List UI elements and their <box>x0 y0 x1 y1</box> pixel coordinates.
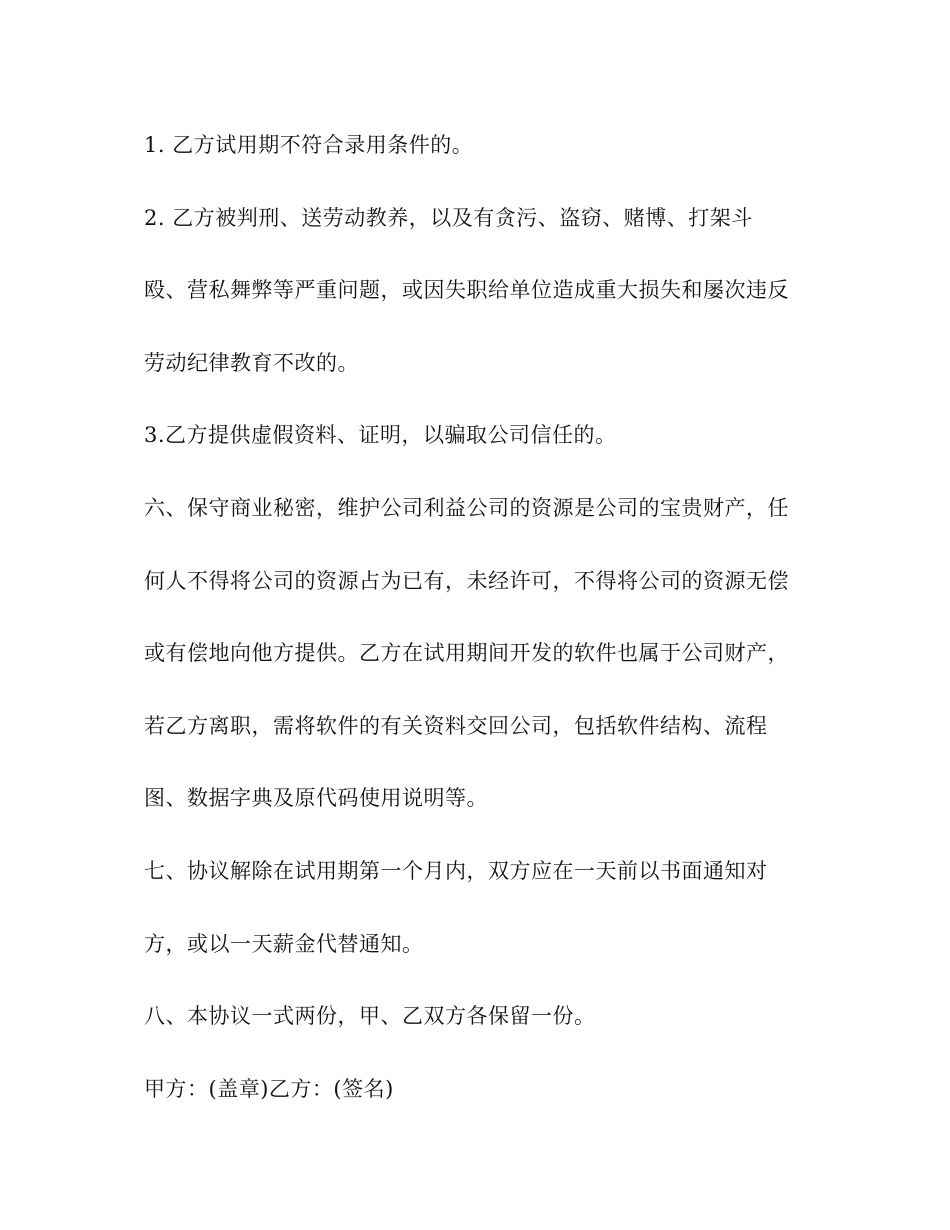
section-six-line-3: 或有偿地向他方提供。乙方在试用期间开发的软件也属于公司财产， <box>144 641 789 666</box>
section-six-line-2: 何人不得将公司的资源占为已有，未经许可，不得将公司的资源无偿 <box>144 568 789 593</box>
section-seven-line-1: 七、协议解除在试用期第一个月内，双方应在一天前以书面通知对 <box>144 858 768 883</box>
section-six-line-5: 图、数据字典及原代码使用说明等。 <box>144 786 488 811</box>
section-eight-line: 八、本协议一式两份，甲、乙双方各保留一份。 <box>144 1004 596 1029</box>
clause-line-2: 2. 乙方被判刑、送劳动教养，以及有贪污、盗窃、赌博、打架斗 <box>144 205 753 230</box>
section-six-line-1: 六、保守商业秘密，维护公司利益公司的资源是公司的宝贵财产，任 <box>144 495 789 520</box>
section-seven-line-2: 方，或以一天薪金代替通知。 <box>144 931 424 956</box>
signature-line: 甲方：(盖章)乙方：(签名) <box>144 1076 394 1101</box>
document-body <box>144 122 824 1138</box>
clause-line-1: 1. 乙方试用期不符合录用条件的。 <box>144 133 474 157</box>
section-six-line-4: 若乙方离职，需将软件的有关资料交回公司，包括软件结构、流程 <box>144 713 768 738</box>
clause-line-4: 劳动纪律教育不改的。 <box>144 350 359 375</box>
clause-line-3: 殴、营私舞弊等严重问题，或因失职给单位造成重大损失和屡次违反 <box>144 278 789 303</box>
clause-line-5: 3.乙方提供虚假资料、证明，以骗取公司信任的。 <box>144 423 617 448</box>
